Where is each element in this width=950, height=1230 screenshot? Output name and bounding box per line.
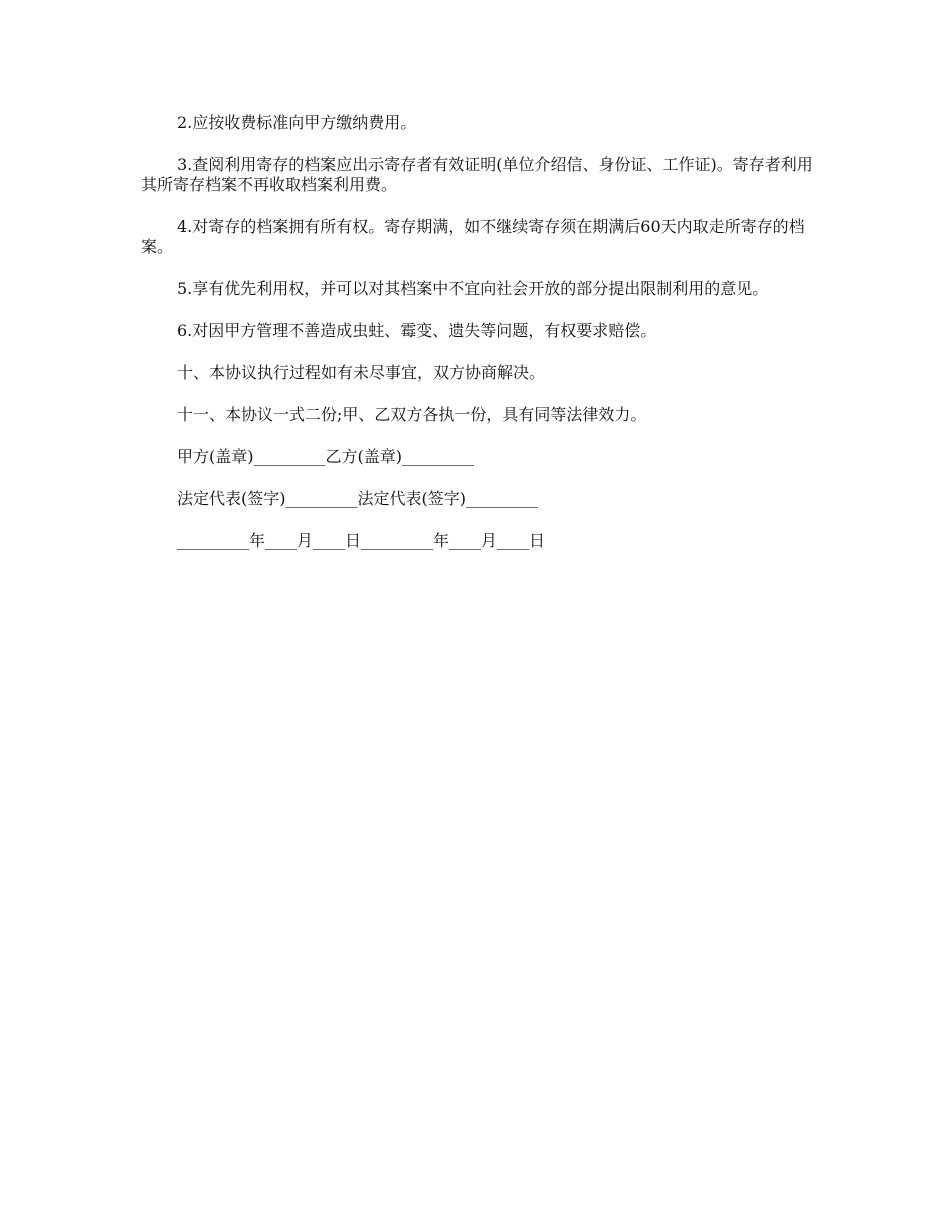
article-10: 十、本协议执行过程如有未尽事宜，双方协商解决。: [177, 363, 546, 382]
clause-4: 4.对寄存的档案拥有所有权。寄存期满，如不继续寄存须在期满后60天内取走所寄存的档案。: [141, 217, 805, 256]
document-body: [141, 113, 821, 573]
seal-line: 甲方(盖章)_________乙方(盖章)_________: [177, 447, 474, 466]
clause-6: 6.对因甲方管理不善造成虫蛀、霉变、遗失等问题，有权要求赔偿。: [177, 321, 657, 340]
clause-2: 2.应按收费标准向甲方缴纳费用。: [177, 113, 417, 132]
representative-signature-line: 法定代表(签字)_________法定代表(签字)_________: [177, 489, 538, 508]
clause-5: 5.享有优先利用权，并可以对其档案中不宜向社会开放的部分提出限制利用的意见。: [177, 279, 769, 298]
clause-3: 3.查阅利用寄存的档案应出示寄存者有效证明(单位介绍信、身份证、工作证)。寄存者利用其所寄存档案不再收取档案利用费。: [141, 155, 813, 194]
date-line: _________年____月____日_________年____月____日: [177, 531, 546, 550]
article-11: 十一、本协议一式二份;甲、乙双方各执一份，具有同等法律效力。: [177, 405, 647, 424]
